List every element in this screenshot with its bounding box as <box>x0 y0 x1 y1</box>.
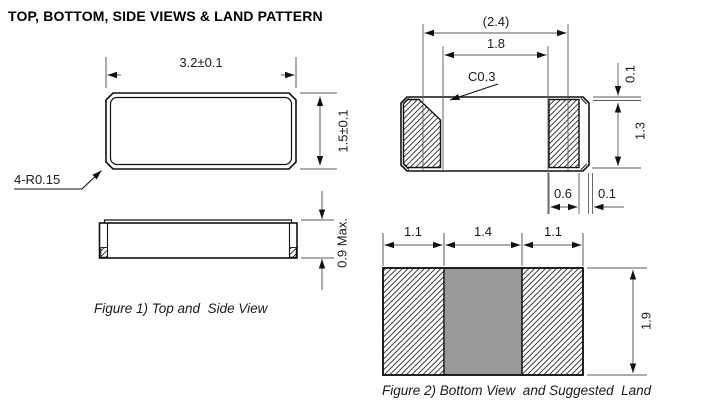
land-pattern-drawing <box>383 233 647 375</box>
land-left-pad-width-dimension: 1.1 <box>403 224 423 239</box>
top-view-width-dimension: 3.2±0.1 <box>179 55 223 70</box>
land-pattern-right-pad <box>522 268 583 375</box>
side-view-left-terminal <box>101 248 108 258</box>
chamfer-label: C0.3 <box>468 69 496 84</box>
corner-radius-label: 4-R0.15 <box>14 172 61 187</box>
pad-height-dimension: 1.3 <box>632 121 648 141</box>
pad-pitch-dimension: (2.4) <box>482 14 510 29</box>
top-view-outer-outline <box>106 93 296 169</box>
land-height-dimension: 1.9 <box>638 311 654 331</box>
land-center-width-dimension: 1.4 <box>473 224 493 239</box>
figure1-caption: Figure 1) Top and Side View <box>94 301 268 316</box>
land-right-pad-width-dimension: 1.1 <box>543 224 563 239</box>
bottom-view-right-pad <box>549 100 579 168</box>
pad-width-dimension: 0.6 <box>553 186 573 201</box>
pad-inner-gap-dimension: 1.8 <box>486 36 506 51</box>
top-view-drawing <box>14 57 337 189</box>
land-pattern-left-pad <box>383 268 444 375</box>
side-view-body <box>100 223 298 258</box>
side-view-right-terminal <box>290 248 297 258</box>
pad-top-margin-dimension: 0.1 <box>622 64 638 84</box>
top-view-height-dimension: 1.5±0.1 <box>335 109 351 153</box>
side-view-height-dimension: 0.9 Max. <box>334 218 350 268</box>
side-view-dimension-lines <box>301 191 334 290</box>
figure2-caption: Figure 2) Bottom View and Suggested Land <box>382 383 652 398</box>
page-title: TOP, BOTTOM, SIDE VIEWS & LAND PATTERN <box>8 8 323 24</box>
pad-side-margin-dimension: 0.1 <box>597 186 617 201</box>
side-view-drawing <box>100 191 335 290</box>
land-pattern-center-area <box>444 268 522 375</box>
